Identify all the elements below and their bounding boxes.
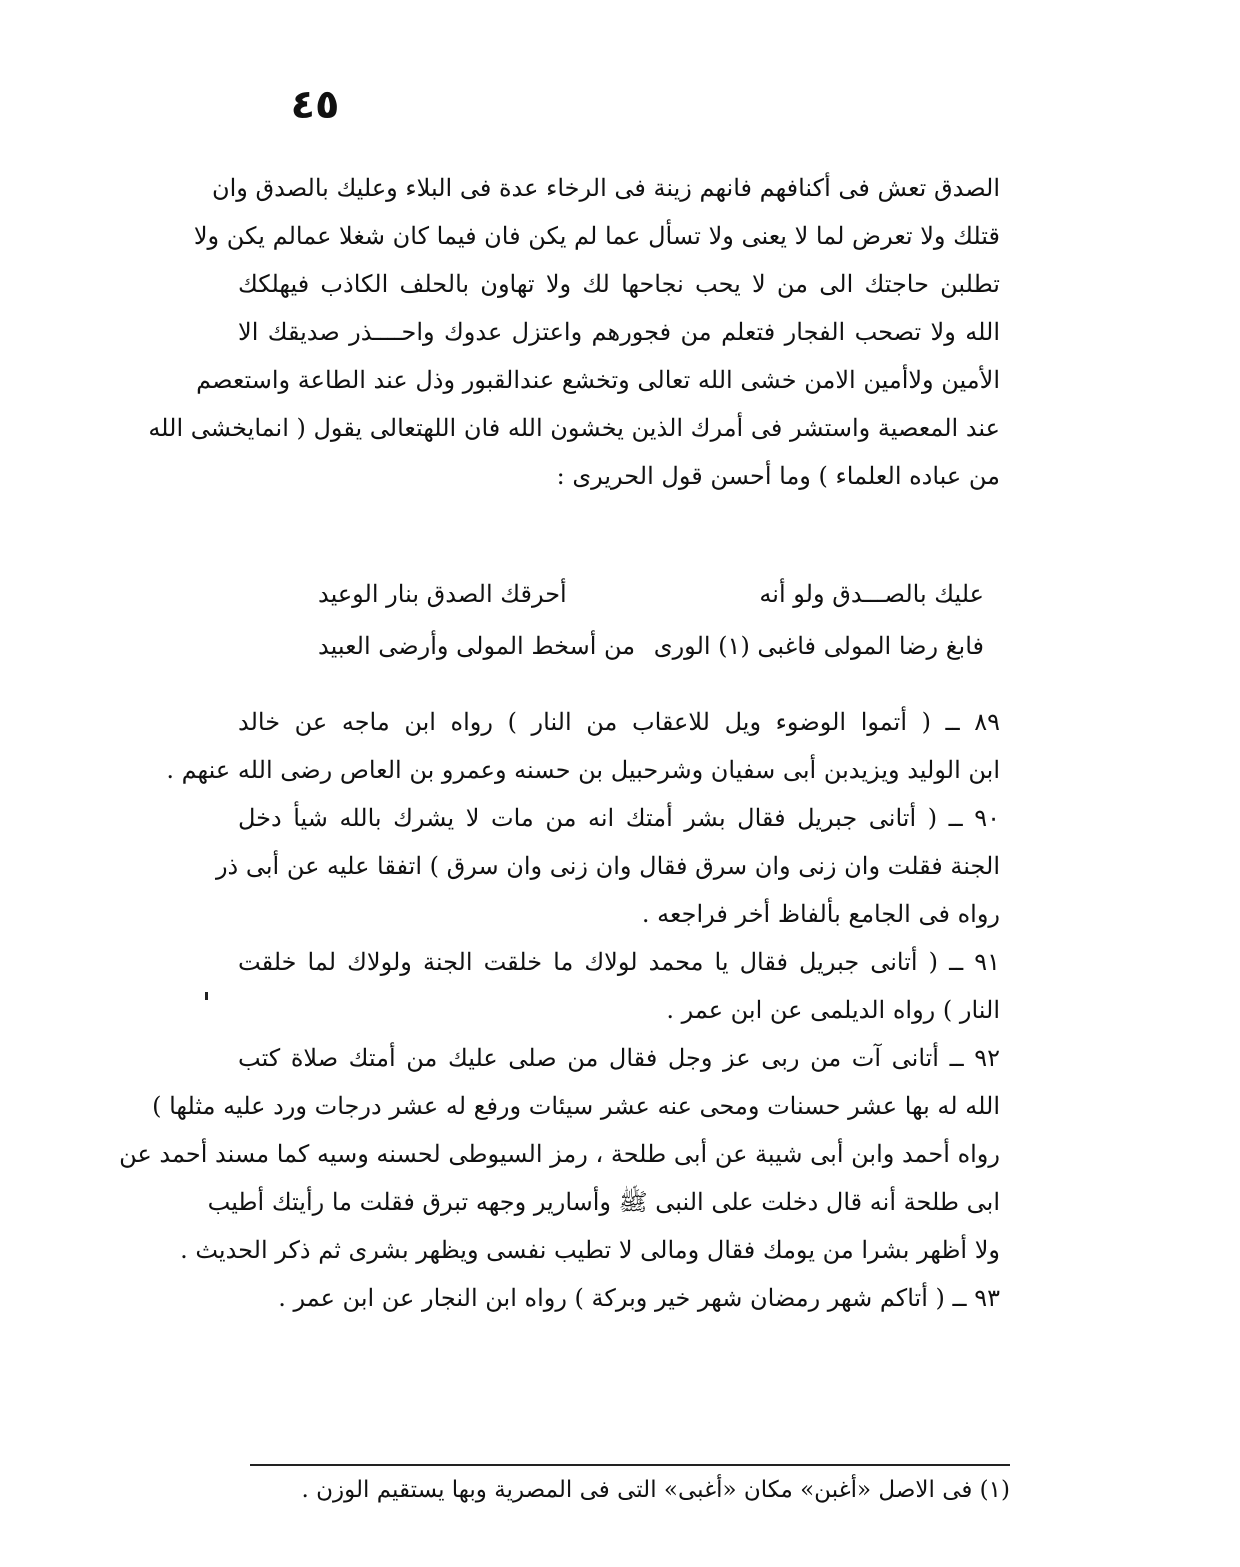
footnote-divider [250, 1464, 1010, 1466]
hadith-entry [166, 698, 1000, 794]
paragraph-line: الأمين ولاأمين الامن خشى الله تعالى وتخشع عندالقبور وذل عند الطاعة واستعصم [196, 366, 1000, 394]
verse-second-hemistich: أحرقك الصدق بنار الوعيد [318, 580, 567, 608]
print-speck [205, 992, 208, 1000]
footnote: (١) فى الاصل «أغبن» مكان «أغبى» التى فى المصرية وبها يستقيم الوزن . [301, 1477, 1010, 1503]
entry-line: ابى طلحة أنه قال دخلت على النبى ﷺ وأسارير وجهه تبرق فقلت ما رأيتك أطيب [207, 1188, 1000, 1216]
hadith-entry [238, 1274, 1000, 1322]
paragraph-line: عند المعصية واستشر فى أمرك الذين يخشون الله فان اللهتعالى يقول ( انمايخشى الله [148, 414, 1000, 442]
verse-first-hemistich: عليك بالصـــدق ولو أنه [759, 580, 984, 608]
entry-line: ٩٣ ــ ( أتاكم شهر رمضان شهر خير وبركة ) رواه ابن النجار عن ابن عمر . [278, 1284, 1000, 1312]
entry-line: ولا أظهر بشرا من يومك فقال ومالى لا تطيب نفسى ويظهر بشرى ثم ذكر الحديث . [180, 1236, 1000, 1264]
paragraph-line: تطلبن حاجتك الى من لا يحب نجاحها لك ولا تهاون بالحلف الكاذب فيهلكك [238, 270, 1000, 298]
entry-line: ٩١ ــ ( أتانى جبريل فقال يا محمد لولاك ما خلقت الجنة ولولاك لما خلقت [238, 948, 1000, 976]
hadith-entry [238, 938, 1000, 1034]
verse-first-hemistich: فابغ رضا المولى فاغبى (١) الورى [653, 632, 984, 660]
poem-verse [318, 580, 984, 632]
paragraph-line: قتلك ولا تعرض لما لا يعنى ولا تسأل عما لم يكن فان فيما كان شغلا عمالم يكن ولا [193, 222, 1000, 250]
entry-line: ٩٠ ــ ( أتانى جبريل فقال بشر أمتك انه من مات لا يشرك بالله شيأ دخل [238, 804, 1000, 832]
poem-verse [318, 632, 984, 684]
main-paragraph [148, 164, 1000, 500]
hadith-entry [119, 1034, 1000, 1274]
entry-line: الجنة فقلت وان زنى وان سرق فقال وان زنى وان سرق ) اتفقا عليه عن أبى ذر [215, 852, 1000, 880]
entry-line: الله له بها عشر حسنات ومحى عنه عشر سيئات ورفع له عشر درجات ورد عليه مثلها ) [152, 1092, 1000, 1120]
hadith-entry [215, 794, 1000, 938]
verse-second-hemistich: من أسخط المولى وأرضى العبيد [318, 632, 636, 660]
page-number: ٤٥ [290, 82, 340, 128]
entry-line: رواه أحمد وابن أبى شيبة عن أبى طلحة ، رمز السيوطى لحسنه وسيه كما مسند أحمد عن [119, 1140, 1000, 1168]
entry-line: النار ) رواه الديلمى عن ابن عمر . [666, 996, 1000, 1024]
paragraph-line: الصدق تعش فى أكنافهم فانهم زينة فى الرخاء عدة فى البلاء وعليك بالصدق وان [211, 174, 1000, 202]
entry-line: ٨٩ ــ ( أتموا الوضوء ويل للاعقاب من النار ) رواه ابن ماجه عن خالد [238, 708, 1000, 736]
entry-line: ٩٢ ــ أتانى آت من ربى عز وجل فقال من صلى عليك من أمتك صلاة كتب [238, 1044, 1000, 1072]
paragraph-line: من عباده العلماء ) وما أحسن قول الحريرى : [556, 462, 1000, 490]
hadith-entries [119, 698, 1000, 1322]
entry-line: ابن الوليد ويزيدبن أبى سفيان وشرحبيل بن حسنه وعمرو بن العاص رضى الله عنهم . [166, 756, 1000, 784]
entry-line: رواه فى الجامع بألفاظ أخر فراجعه . [641, 900, 1000, 928]
poem [318, 580, 984, 684]
paragraph-line: الله ولا تصحب الفجار فتعلم من فجورهم واعتزل عدوك واحــــذر صديقك الا [238, 318, 1000, 346]
